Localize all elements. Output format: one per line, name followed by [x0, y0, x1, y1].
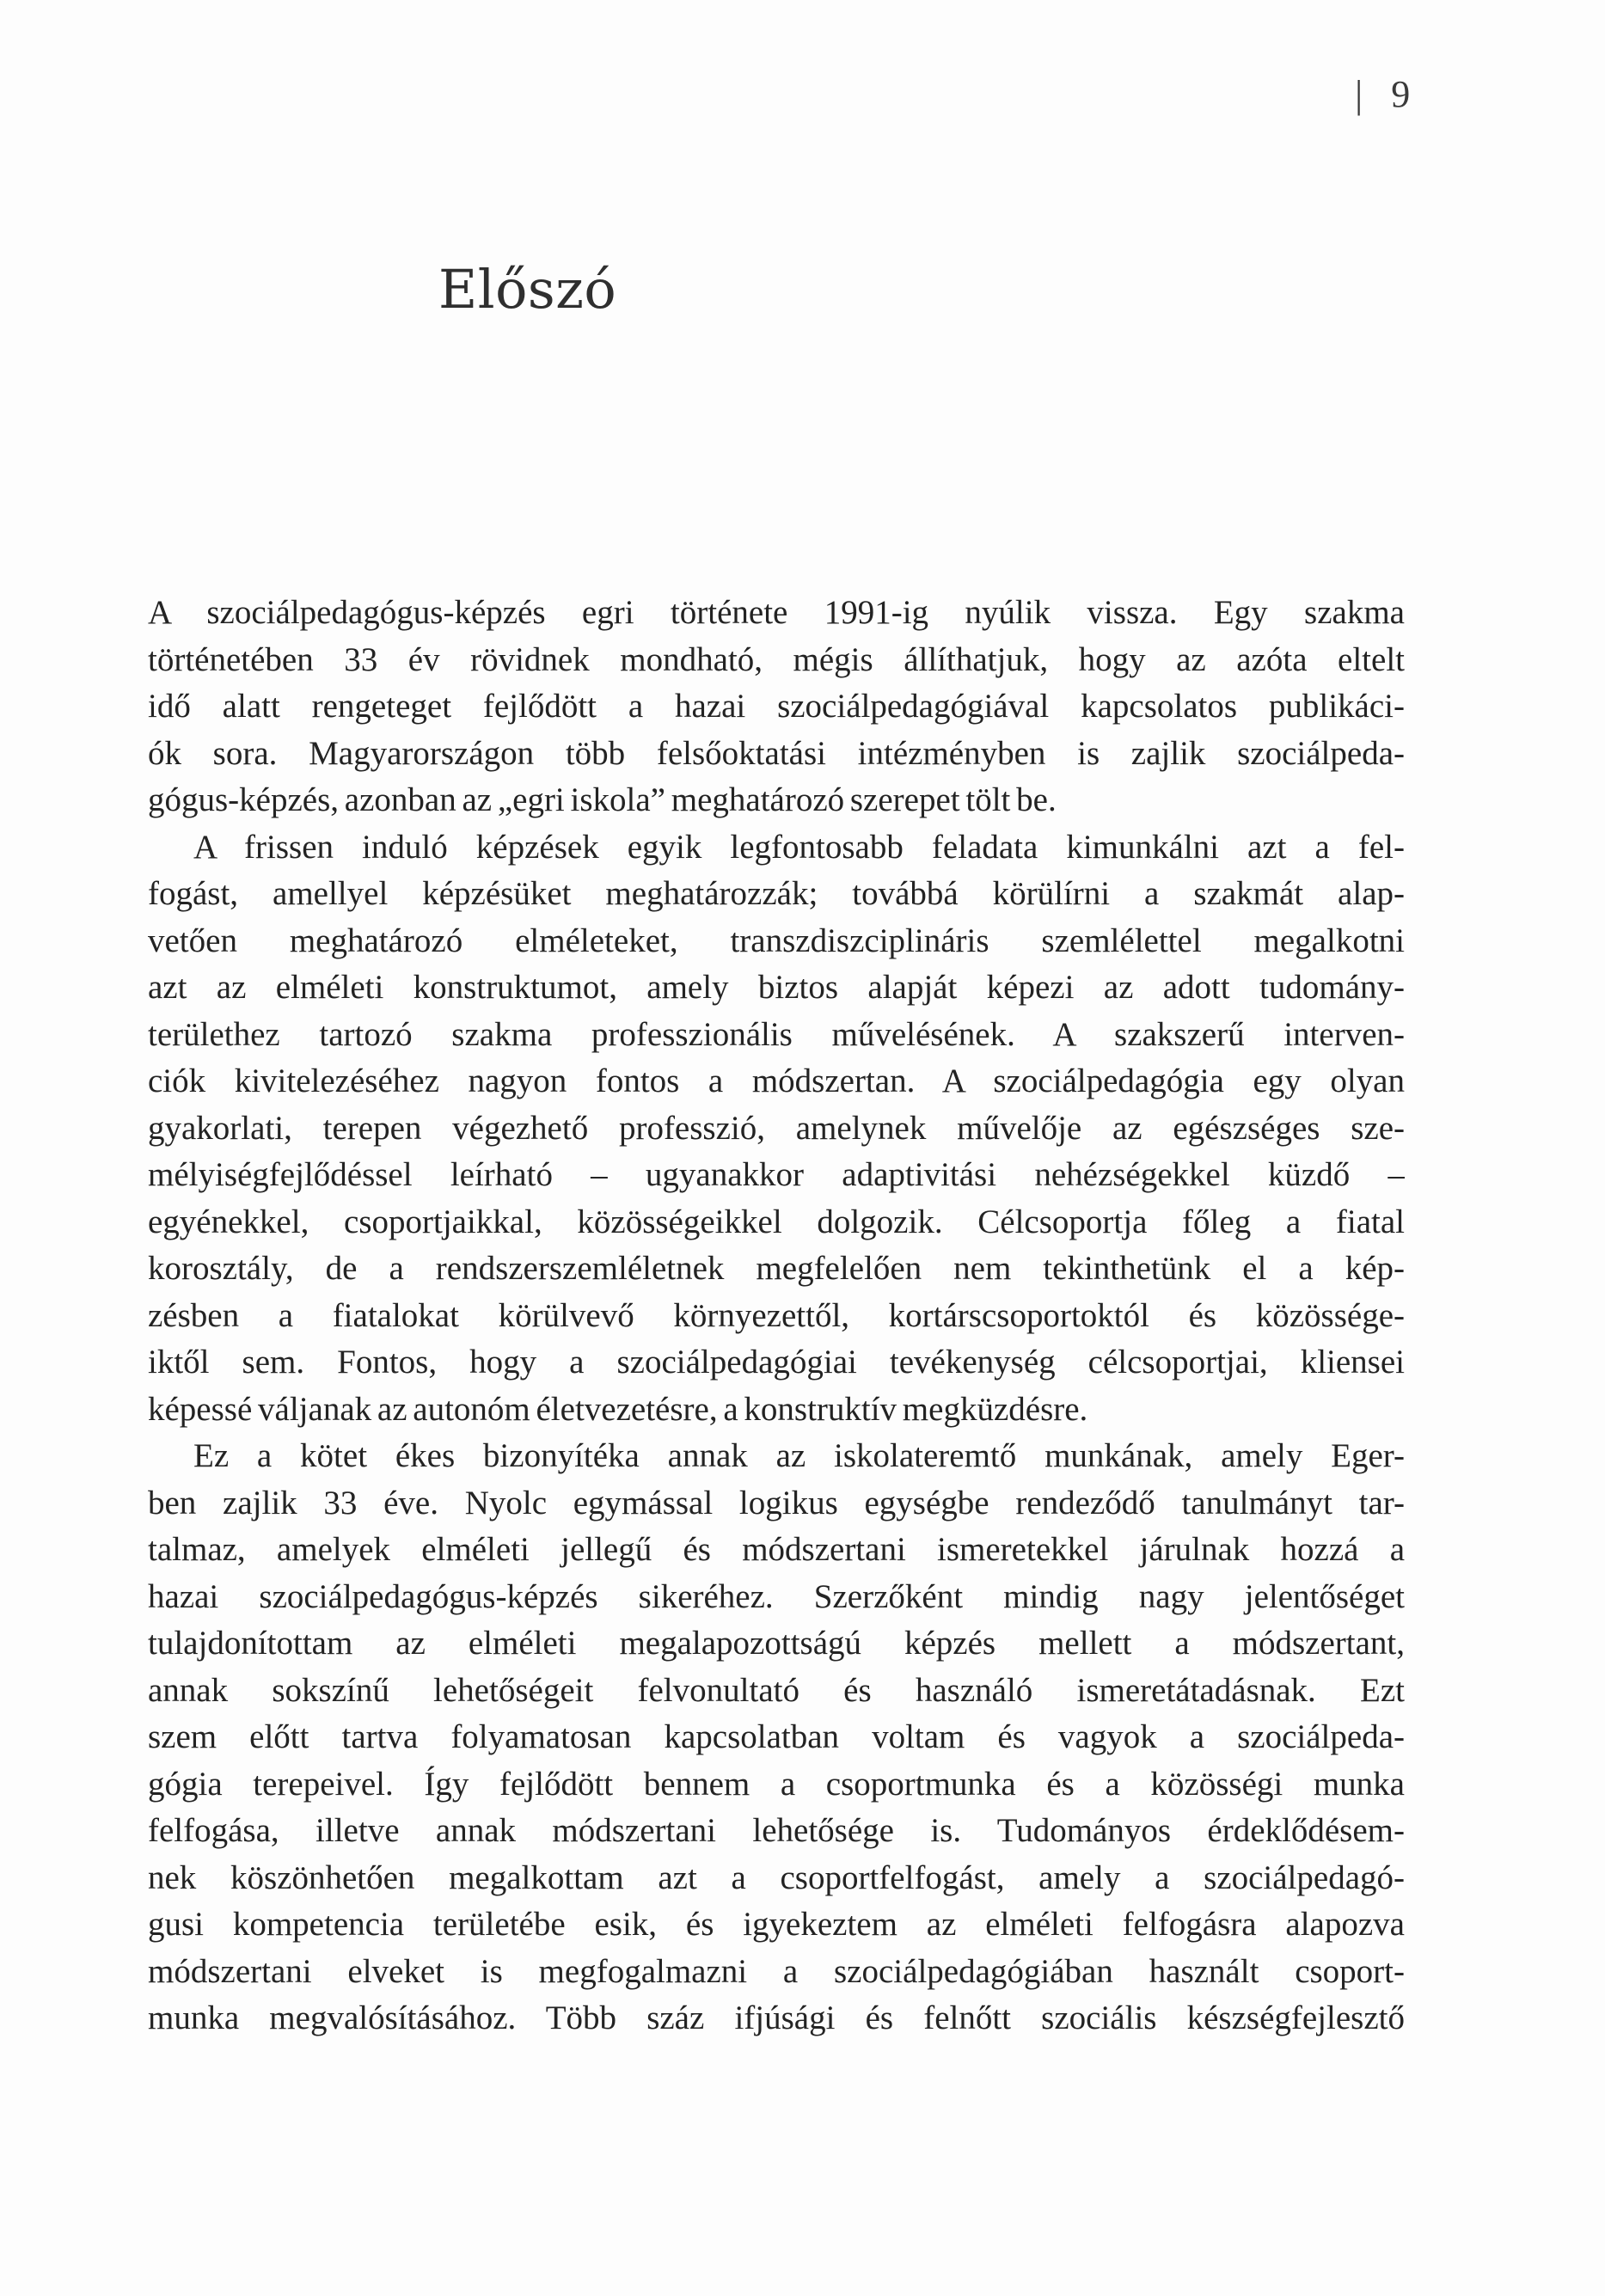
- text-line: zésben a fiatalokat körülvevő környezettől, kortárscsoportoktól és közössége-: [148, 1296, 1405, 1334]
- text-line: talmaz, amelyek elméleti jellegű és módszertani ismeretekkel járulnak hozzá a: [148, 1531, 1405, 1568]
- text-line: gógus-képzés, azonban az „egri iskola” meghatározó szerepet tölt be.: [148, 781, 1057, 818]
- folio-separator: |: [1355, 72, 1363, 116]
- text-line: idő alatt rengeteget fejlődött a hazai szociálpedagógiával kapcsolatos publikáci-: [148, 688, 1405, 725]
- paragraph: [148, 590, 1405, 824]
- text-line: tulajdonítottam az elméleti megalapozottságú képzés mellett a módszertant,: [148, 1625, 1405, 1662]
- text-line: vetően meghatározó elméleteket, transzdiszciplináris szemlélettel megalkotni: [148, 921, 1405, 959]
- page-number: 9: [1391, 73, 1411, 115]
- paragraph: [148, 824, 1405, 1434]
- text-line: hazai szociálpedagógus-képzés sikeréhez. Szerzőként mindig nagy jelentőséget: [148, 1577, 1405, 1615]
- text-line: korosztály, de a rendszerszemléletnek megfelelően nem tekinthetünk el a kép-: [148, 1250, 1405, 1287]
- text-line: A frissen induló képzések egyik legfontosabb feladata kimunkálni azt a fel-: [193, 828, 1405, 866]
- text-line: iktől sem. Fontos, hogy a szociálpedagógiai tevékenység célcsoportjai, kliensei: [148, 1344, 1405, 1381]
- text-line: A szociálpedagógus-képzés egri története 1991-ig nyúlik vissza. Egy szakma: [148, 594, 1405, 631]
- text-line: Ez a kötet ékes bizonyítéka annak az iskolateremtő munkának, amely Eger-: [193, 1437, 1405, 1474]
- text-line: annak sokszínű lehetőségeit felvonultató és használó ismeretátadásnak. Ezt: [148, 1671, 1405, 1709]
- chapter-title: Előszó: [438, 258, 617, 321]
- text-line: történetében 33 év rövidnek mondható, mégis állíthatjuk, hogy az azóta eltelt: [148, 640, 1405, 678]
- text-line: képessé váljanak az autonóm életvezetésre, a konstruktív megküzdésre.: [148, 1390, 1088, 1428]
- text-line: területhez tartozó szakma professzionális művelésének. A szakszerű interven-: [148, 1015, 1405, 1053]
- text-line: felfogása, illetve annak módszertani lehetősége is. Tudományos érdeklődésem-: [148, 1812, 1405, 1849]
- text-line: gusi kompetencia területébe esik, és igyekeztem az elméleti felfogásra alapozva: [148, 1906, 1405, 1943]
- page-header: [1355, 72, 1411, 116]
- text-line: ben zajlik 33 éve. Nyolc egymással logikus egységbe rendeződő tanulmányt tar-: [148, 1484, 1405, 1521]
- text-line: munka megvalósításához. Több száz ifjúsági és felnőtt szociális készségfejlesztő: [148, 1999, 1405, 2036]
- text-line: egyénekkel, csoportjaikkal, közösségeikkel dolgozik. Célcsoportja főleg a fiatal: [148, 1203, 1405, 1240]
- text-line: nek köszönhetően megalkottam azt a csoportfelfogást, amely a szociálpedagó-: [148, 1858, 1405, 1896]
- text-line: gyakorlati, terepen végezhető professzió, amelynek művelője az egészséges sze-: [148, 1109, 1405, 1147]
- text-line: azt az elméleti konstruktumot, amely biztos alapját képezi az adott tudomány-: [148, 969, 1405, 1006]
- text-line: ciók kivitelezéséhez nagyon fontos a módszertan. A szociálpedagógia egy olyan: [148, 1062, 1405, 1099]
- text-line: szem előtt tartva folyamatosan kapcsolatban voltam és vagyok a szociálpeda-: [148, 1718, 1405, 1755]
- text-line: ók sora. Magyarországon több felsőoktatási intézményben is zajlik szociálpeda-: [148, 734, 1405, 772]
- text-line: módszertani elveket is megfogalmazni a szociálpedagógiában használt csoport-: [148, 1952, 1405, 1990]
- body-text: [148, 590, 1405, 2042]
- text-line: mélyiségfejlődéssel leírható – ugyanakkor adaptivitási nehézségekkel küzdő –: [148, 1156, 1405, 1193]
- paragraph: [148, 1433, 1405, 2042]
- text-line: gógia terepeivel. Így fejlődött bennem a csoportmunka és a közösségi munka: [148, 1765, 1405, 1803]
- text-line: fogást, amellyel képzésüket meghatározzák; továbbá körülírni a szakmát alap-: [148, 875, 1405, 912]
